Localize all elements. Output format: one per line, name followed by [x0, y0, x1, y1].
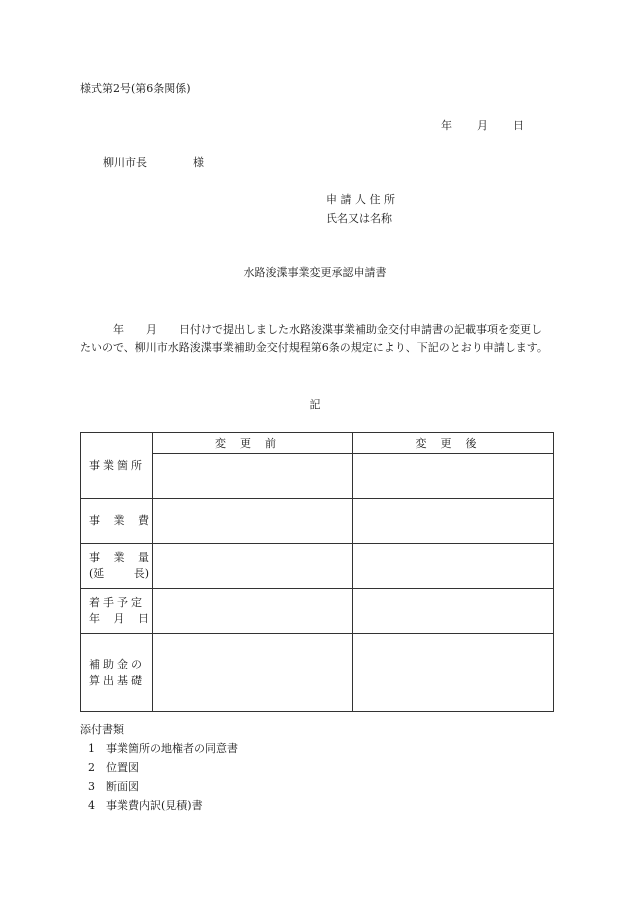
date-month: 月 — [477, 119, 488, 132]
document-title: 水路浚渫事業変更承認申請書 — [243, 266, 387, 279]
cell-start-after[interactable] — [353, 589, 554, 634]
date-year: 年 — [441, 119, 452, 132]
date-line — [441, 119, 524, 133]
body-text: 年 月 日付けで提出しました水路浚渫事業補助金交付申請書の記載事項を変更したいので、柳川市水路浚渫事業補助金交付規程第6条の規定により、下記のとおり申請します。 — [80, 323, 548, 354]
form-number: 様式第2号(第6条関係) — [80, 82, 191, 95]
row-label-volume: 事 業 量 (延 長) — [81, 544, 153, 589]
cell-basis-before[interactable] — [153, 634, 353, 712]
cell-start-before[interactable] — [153, 589, 353, 634]
attachments-title: 添付書類 — [80, 723, 124, 736]
ki-heading: 記 — [309, 398, 321, 411]
applicant-name-label: 氏名又は名称 — [326, 212, 392, 225]
row-label-cost: 事 業 費 — [81, 499, 153, 544]
attachment-item: 1 事業箇所の地権者の同意書 — [88, 742, 238, 755]
applicant-address-label: 申請人住所 — [326, 193, 399, 206]
cell-location-before[interactable] — [153, 454, 353, 499]
date-day: 日 — [513, 119, 524, 132]
row-label-start-date: 着手予定 年 月 日 — [81, 589, 153, 634]
row-label-location: 事業箇所 — [81, 433, 153, 499]
cell-volume-after[interactable] — [353, 544, 554, 589]
cell-cost-after[interactable] — [353, 499, 554, 544]
addressee-honorific: 様 — [193, 156, 204, 169]
cell-basis-after[interactable] — [353, 634, 554, 712]
addressee — [103, 156, 204, 170]
cell-volume-before[interactable] — [153, 544, 353, 589]
cell-cost-before[interactable] — [153, 499, 353, 544]
cell-location-after[interactable] — [353, 454, 554, 499]
attachment-item: 2 位置図 — [88, 761, 139, 774]
col-header-after: 変更後 — [353, 433, 554, 454]
attachment-item: 4 事業費内訳(見積)書 — [88, 799, 203, 812]
change-table — [80, 432, 554, 712]
row-label-subsidy-basis: 補助金の 算出基礎 — [81, 634, 153, 712]
col-header-before: 変更前 — [153, 433, 353, 454]
addressee-name: 柳川市長 — [103, 156, 147, 169]
attachment-item: 3 断面図 — [88, 780, 139, 793]
